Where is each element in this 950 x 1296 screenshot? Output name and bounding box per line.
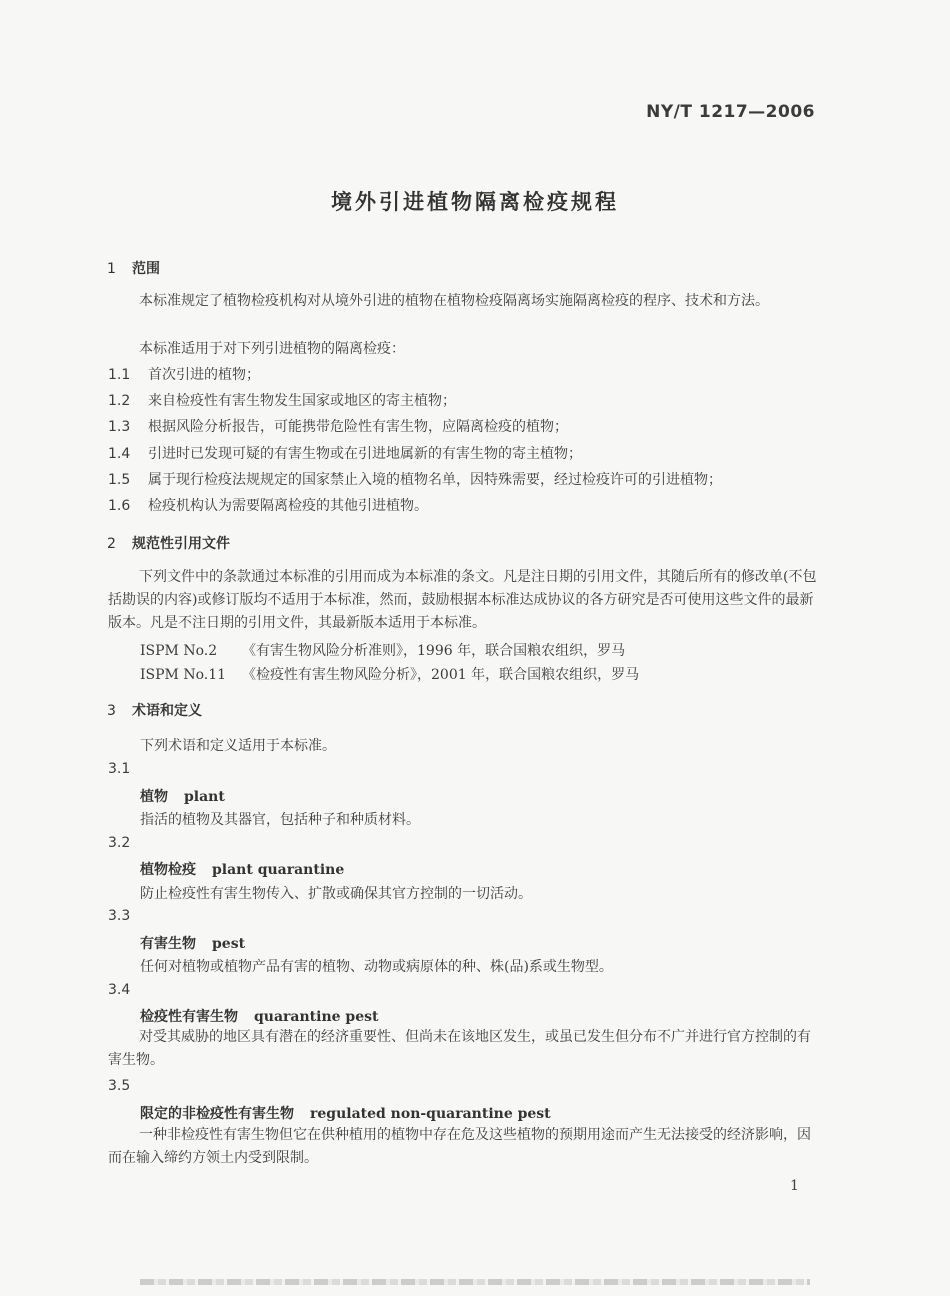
list-item bbox=[108, 364, 260, 384]
clause-number: 3.4 bbox=[108, 982, 131, 998]
clause-number: 3.1 bbox=[108, 761, 131, 777]
reference-item bbox=[140, 640, 625, 660]
term-definition: 指活的植物及其器官，包括种子和种质材料。 bbox=[140, 812, 420, 828]
paragraph: 本标准规定了植物检疫机构对从境外引进的植物在植物检疫隔离场实施隔离检疫的程序、技术和方法。 bbox=[139, 293, 769, 309]
term-heading bbox=[140, 1103, 551, 1123]
document-title: 境外引进植物隔离检疫规程 bbox=[331, 190, 619, 214]
list-item bbox=[108, 469, 722, 489]
term-en: regulated non-quarantine pest bbox=[310, 1106, 551, 1122]
item-text: 来自检疫性有害生物发生国家或地区的寄主植物； bbox=[148, 393, 456, 409]
section-title: 规范性引用文件 bbox=[132, 536, 230, 552]
section-number: 2 bbox=[107, 536, 116, 552]
clause-number: 3.3 bbox=[108, 908, 131, 924]
reference-code: ISPM No.11 bbox=[140, 667, 227, 683]
item-text: 首次引进的植物； bbox=[148, 367, 260, 383]
section-title: 范围 bbox=[132, 261, 160, 277]
section-number: 1 bbox=[107, 261, 116, 277]
terms-intro: 下列术语和定义适用于本标准。 bbox=[140, 738, 336, 754]
paragraph: 本标准适用于对下列引进植物的隔离检疫： bbox=[139, 341, 405, 357]
reference-code: ISPM No.2 bbox=[140, 643, 218, 659]
term-en: pest bbox=[212, 936, 246, 952]
item-text: 根据风险分析报告，可能携带危险性有害生物，应隔离检疫的植物； bbox=[148, 419, 568, 435]
term-heading bbox=[140, 1006, 378, 1026]
item-number: 1.1 bbox=[108, 367, 131, 383]
section-heading-scope bbox=[107, 258, 160, 278]
page-number: 1 bbox=[790, 1178, 799, 1194]
section-number: 3 bbox=[107, 703, 116, 719]
reference-text: 《有害生物风险分析准则》，1996 年，联合国粮农组织，罗马 bbox=[242, 643, 626, 659]
item-text: 属于现行检疫法规规定的国家禁止入境的植物名单，因特殊需要，经过检疫许可的引进植物； bbox=[148, 472, 722, 488]
section-heading-normative bbox=[107, 533, 230, 553]
show-through-bleed bbox=[140, 1279, 810, 1285]
term-en: quarantine pest bbox=[254, 1009, 379, 1025]
term-en: plant quarantine bbox=[212, 862, 345, 878]
item-number: 1.6 bbox=[108, 498, 131, 514]
clause-number: 3.2 bbox=[108, 835, 131, 851]
list-item bbox=[108, 495, 428, 515]
term-heading bbox=[140, 786, 225, 806]
term-zh: 植物 bbox=[140, 789, 168, 805]
term-heading bbox=[140, 933, 245, 953]
reference-item bbox=[140, 664, 639, 684]
item-number: 1.2 bbox=[108, 393, 131, 409]
term-zh: 检疫性有害生物 bbox=[140, 1009, 238, 1025]
section-heading-terms bbox=[107, 700, 202, 720]
item-text: 检疫机构认为需要隔离检疫的其他引进植物。 bbox=[148, 498, 428, 514]
item-number: 1.3 bbox=[108, 419, 131, 435]
term-zh: 有害生物 bbox=[140, 936, 196, 952]
term-en: plant bbox=[184, 789, 225, 805]
list-item bbox=[108, 443, 582, 463]
section-title: 术语和定义 bbox=[132, 703, 202, 719]
item-number: 1.5 bbox=[108, 472, 131, 488]
term-zh: 植物检疫 bbox=[140, 862, 196, 878]
term-definition: 一种非检疫性有害生物但它在供种植用的植物中存在危及这些植物的预期用途而产生无法接受的经济影响，因而在输入缔约方领土内受到限制。 bbox=[108, 1127, 811, 1166]
item-number: 1.4 bbox=[108, 446, 131, 462]
term-definition: 防止检疫性有害生物传入、扩散或确保其官方控制的一切活动。 bbox=[140, 886, 532, 902]
item-text: 引进时已发现可疑的有害生物或在引进地属新的有害生物的寄主植物； bbox=[148, 446, 582, 462]
standard-code: NY/T 1217—2006 bbox=[646, 102, 815, 122]
clause-number: 3.5 bbox=[108, 1078, 131, 1094]
term-definition: 对受其威胁的地区具有潜在的经济重要性、但尚未在该地区发生，或虽已发生但分布不广并进行官方控制的有害生物。 bbox=[108, 1029, 811, 1068]
paragraph: 下列文件中的条款通过本标准的引用而成为本标准的条文。凡是注日期的引用文件，其随后所有的修改单(不包括勘误的内容)或修订版均不适用于本标准，然而，鼓励根据本标准达成协议的各方研究是否可使用这些文件的最新版本。凡是不注日期的引用文件，其最新版本适用于本标准。 bbox=[108, 569, 817, 631]
term-definition: 任何对植物或植物产品有害的植物、动物或病原体的种、株(品)系或生物型。 bbox=[140, 959, 613, 975]
reference-text: 《检疫性有害生物风险分析》，2001 年，联合国粮农组织，罗马 bbox=[242, 667, 640, 683]
term-zh: 限定的非检疫性有害生物 bbox=[140, 1106, 294, 1122]
list-item bbox=[108, 416, 568, 436]
term-heading bbox=[140, 859, 344, 879]
list-item bbox=[108, 390, 456, 410]
